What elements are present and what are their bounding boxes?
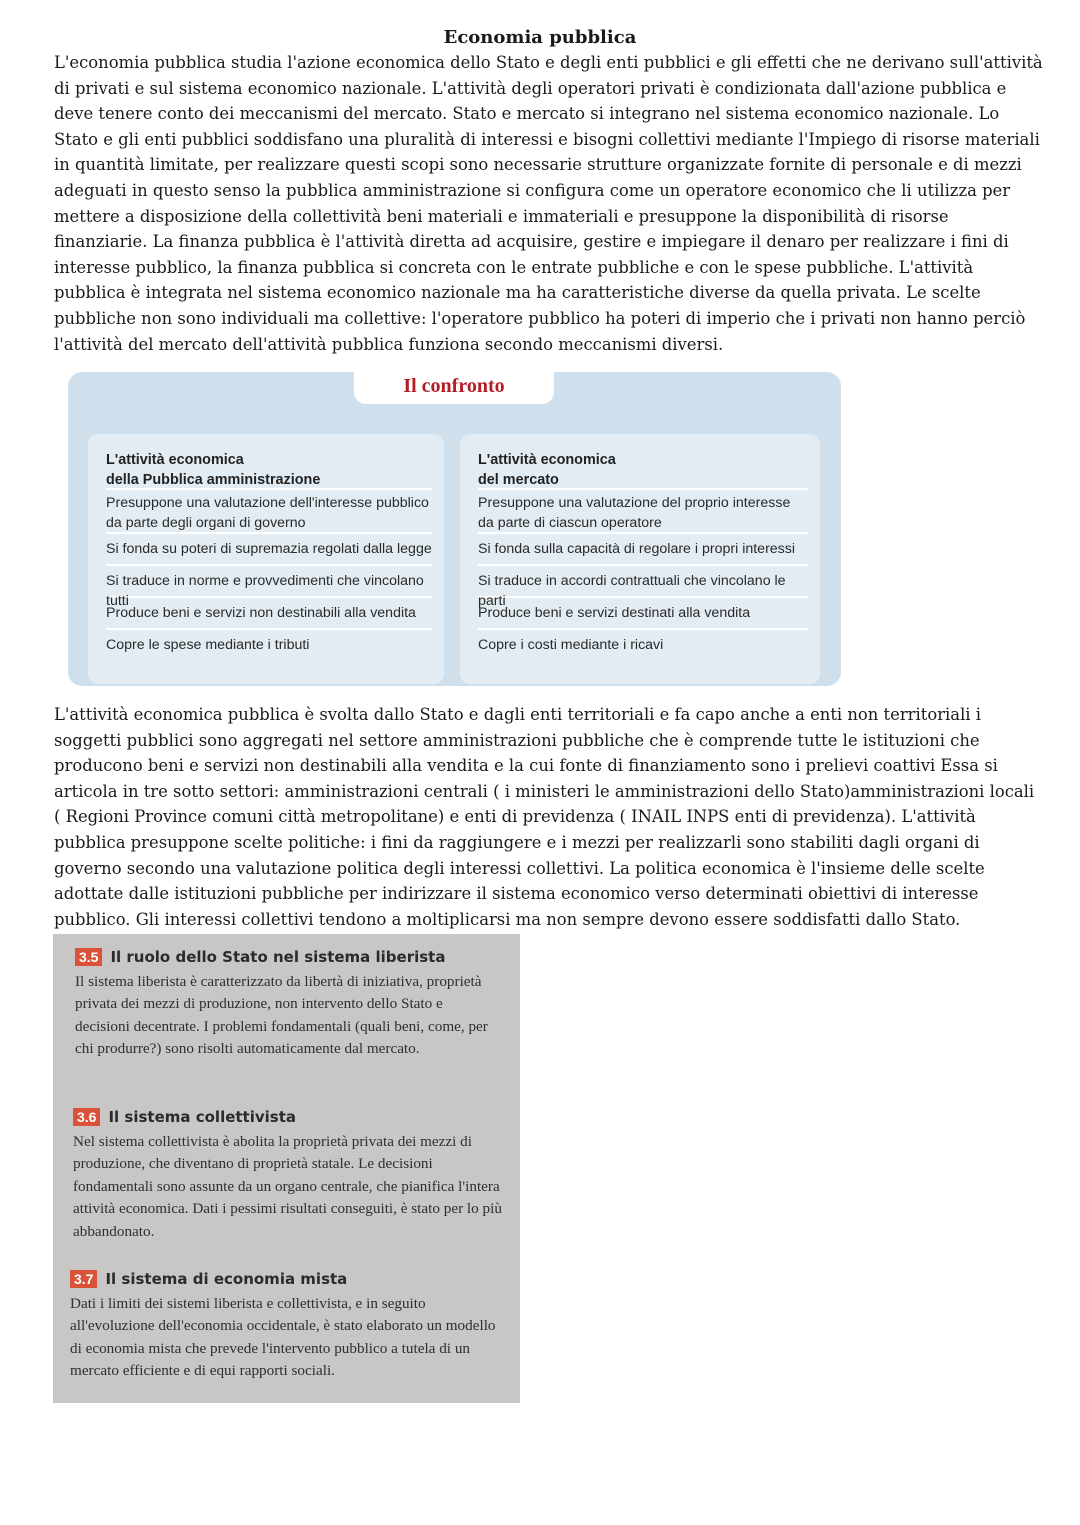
excerpt-section: [75, 946, 499, 1061]
comparison-row: Si traduce in norme e provvedimenti che vincolano tutti: [106, 564, 432, 596]
excerpt-section: [70, 1268, 508, 1383]
comparison-row: Presuppone una valutazione del proprio interesse da parte di ciascun operatore: [478, 488, 808, 532]
comparison-row: Produce beni e servizi non destinabili alla vendita: [106, 596, 432, 628]
section-text: Il sistema liberista è caratterizzato da libertà di iniziativa, proprietà privata dei mezzi di produzione, non intervento dello Stato e decisioni decentrate. I problemi fondamentali (quali beni, come, per chi produrre?) sono risolti automaticamente dal mercato.: [75, 972, 488, 1057]
section-heading: Il sistema collettivista: [108, 1108, 297, 1126]
comparison-row: Presuppone una valutazione dell'interesse pubblico da parte degli organi di governo: [106, 488, 432, 532]
section-text: Dati i limiti dei sistemi liberista e collettivista, e in seguito all'evoluzione dell'economia occidentale, è stato elaborato un modello di economia mista che prevede l'intervento pubblico a tutela di un mercato efficiente e di equi rapporti sociali.: [70, 1294, 496, 1379]
comparison-row: Produce beni e servizi destinati alla vendita: [478, 596, 808, 628]
body-paragraph: L'attività economica pubblica è svolta dallo Stato e dagli enti territoriali e fa capo anche a enti non territoriali i soggetti pubblici sono aggregati nel settore amministrazioni pubbliche che è comprende tutte le istituzioni che producono beni e servizi non destinabili alla vendita e la cui fonte di finanziamento sono i prelievi coattivi Essa si articola in tre sotto settori: amministrazioni centrali ( i ministeri le amministrazioni dello Stato)amministrazioni locali ( Regioni Province comuni città metropolitane) e enti di previdenza ( INAIL INPS enti di previdenza). L'attività pubblica presuppone scelte politiche: i fini da raggiungere e i mezzi per realizzarli sono stabiliti dagli organi di governo secondo una valutazione politica degli interessi collettivi. La politica economica è l'insieme delle scelte adottate dalle istituzioni pubbliche per indirizzare il sistema economico verso determinati obiettivi di interesse pubblico. Gli interessi collettivi tendono a moltiplicarsi ma non sempre devono essere soddisfatti dallo Stato.: [54, 705, 1035, 929]
comparison-box: [68, 372, 841, 686]
column-heading: L'attività economica della Pubblica amministrazione: [106, 452, 321, 488]
comparison-title: Il confronto: [354, 368, 554, 404]
page-title: Economia pubblica: [443, 27, 637, 48]
section-number-badge: 3.7: [70, 1270, 97, 1288]
comparison-row: Si traduce in accordi contrattuali che vincolano le parti: [478, 564, 808, 596]
comparison-row: Si fonda su poteri di supremazia regolati dalla legge: [106, 532, 432, 564]
excerpt-section: [73, 1106, 503, 1243]
comparison-column-public: [88, 434, 444, 684]
section-text: Nel sistema collettivista è abolita la proprietà privata dei mezzi di produzione, che diventano di proprietà statale. Le decisioni fondamentali sono assunte da un organo centrale, che pianifica l'intera attività economica. Dati i pessimi risultati conseguiti, è stato per lo più abbandonato.: [73, 1132, 502, 1240]
section-heading: Il sistema di economia mista: [105, 1270, 348, 1288]
column-heading: L'attività economica del mercato: [478, 452, 616, 488]
comparison-column-market: [460, 434, 820, 684]
comparison-row: Copre le spese mediante i tributi: [106, 628, 432, 660]
section-heading: Il ruolo dello Stato nel sistema liberista: [110, 948, 446, 966]
textbook-excerpt: [53, 934, 520, 1403]
intro-paragraph: L'economia pubblica studia l'azione economica dello Stato e degli enti pubblici e gli effetti che ne derivano sull'attività di privati e sul sistema economico nazionale. L'attività degli operatori privati è condizionata dall'azione pubblica e deve tenere conto dei meccanismi del mercato. Stato e mercato si integrano nel sistema economico nazionale. Lo Stato e gli enti pubblici soddisfano una pluralità di interessi e bisogni collettivi mediante l'Impiego di risorse materiali in quantità limitate, per realizzare questi scopi sono necessarie strutture organizzate fornite di personale e di mezzi adeguati in questo senso la pubblica amministrazione si configura come un operatore economico che li utilizza per mettere a disposizione della collettività beni materiali e immateriali e presuppone la disponibilità di risorse finanziarie. La finanza pubblica è l'attività diretta ad acquisire, gestire e impiegare il denaro per realizzare i fini di interesse pubblico, la finanza pubblica si concreta con le entrate pubbliche e con le spese pubbliche. L'attività pubblica è integrata nel sistema economico nazionale ma ha caratteristiche diverse da quella privata. Le scelte pubbliche non sono individuali ma collettive: l'operatore pubblico ha poteri di imperio che i privati non hanno perciò l'attività del mercato dell'attività pubblica funziona secondo meccanismi diversi.: [54, 53, 1043, 354]
section-number-badge: 3.5: [75, 948, 102, 966]
comparison-row: Si fonda sulla capacità di regolare i propri interessi: [478, 532, 808, 564]
section-number-badge: 3.6: [73, 1108, 100, 1126]
comparison-row: Copre i costi mediante i ricavi: [478, 628, 808, 660]
